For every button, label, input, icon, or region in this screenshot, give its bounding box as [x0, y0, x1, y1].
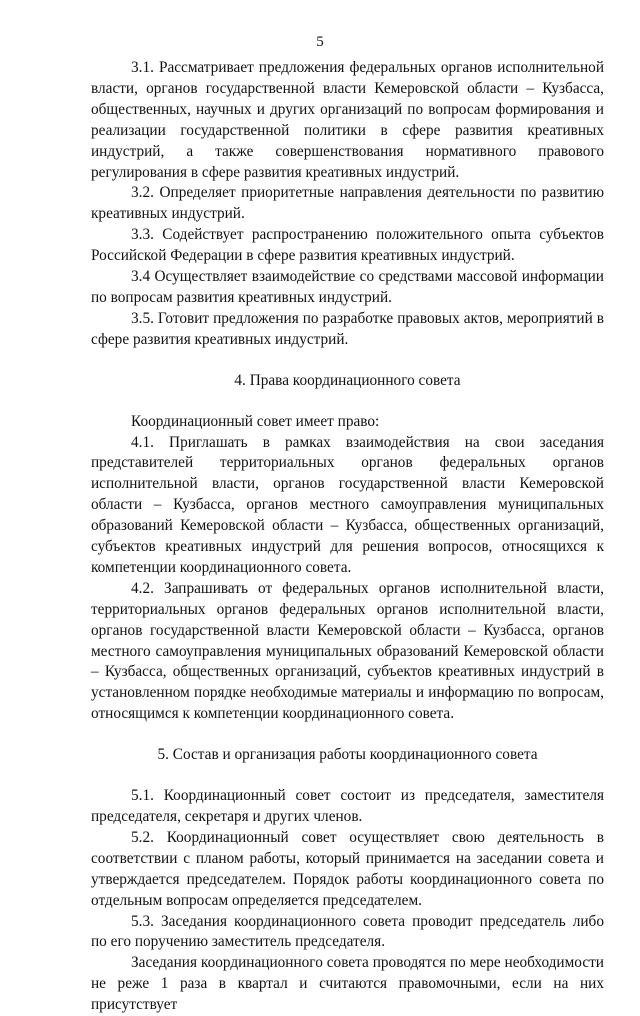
paragraph-5-2: 5.2. Координационный совет осуществляет свою деятельность в соответствии с планом работы, который принимается на заседании совета и утверждается председателем. Порядок работы координационного совета по отдельным вопросам определяется председателем. [91, 828, 604, 909]
paragraph-3-5: 3.5. Готовит предложения по разработке правовых актов, мероприятий в сфере развития креативных индустрий. [91, 309, 604, 348]
section-4-intro: Координационный совет имеет право: [131, 412, 380, 430]
paragraph-5-3: 5.3. Заседания координационного совета проводит председатель либо по его поручению заместитель председателя. [91, 912, 604, 951]
document-body [91, 58, 604, 1016]
paragraph-4-1: 4.1. Приглашать в рамках взаимодействия на свои заседания представителей территориальных органов федеральных органов исполнительной власти, органов государственной власти Кемеровской области – Кузбасса, органов местного самоуправления муниципальных образований Кемеровской области – Кузбасса, общественных организаций, субъектов креативных индустрий для решения вопросов, относящихся к компетенции координационного совета. [91, 433, 604, 576]
paragraph-4-2: 4.2. Запрашивать от федеральных органов исполнительной власти, территориальных органов федеральных органов исполнительной власти, органов государственной власти Кемеровской области – Кузбасса, органов местного самоуправления муниципальных образований Кемеровской области – Кузбасса, общественных организаций, субъектов креативных индустрий в установленном порядке необходимые материалы и информацию по вопросам, относящимся к компетенции координационного совета. [91, 579, 604, 723]
paragraph-3-2: 3.2. Определяет приоритетные направления деятельности по развитию креативных индустрий. [91, 184, 604, 223]
paragraph-3-4: 3.4 Осуществляет взаимодействие со средствами массовой информации по вопросам развития креативных индустрий. [91, 268, 604, 306]
paragraph-3-3: 3.3. Содействует распространению положительного опыта субъектов Российской Федерации в сфере развития креативных индустрий. [91, 226, 604, 265]
page-number: 5 [316, 34, 324, 50]
paragraph-3-1: 3.1. Рассматривает предложения федеральных органов исполнительной власти, органов государственной власти Кемеровской области – Кузбасса, общественных, научных и других организаций по вопросам формирования и реализации государственной политики в сфере развития креативных индустрий, а также совершенствования нормативного правового регулирования в сфере развития креативных индустрий. [91, 59, 604, 181]
section-4-heading: 4. Права координационного совета [234, 371, 461, 389]
section-5-heading: 5. Состав и организация работы координационного совета [157, 746, 538, 764]
paragraph-5-4: Заседания координационного совета проводятся по мере необходимости не реже 1 раза в квартал и считаются правомочными, если на них присутствует [91, 954, 604, 1014]
paragraph-5-1: 5.1. Координационный совет состоит из председателя, заместителя председателя, секретаря и других членов. [91, 787, 604, 825]
